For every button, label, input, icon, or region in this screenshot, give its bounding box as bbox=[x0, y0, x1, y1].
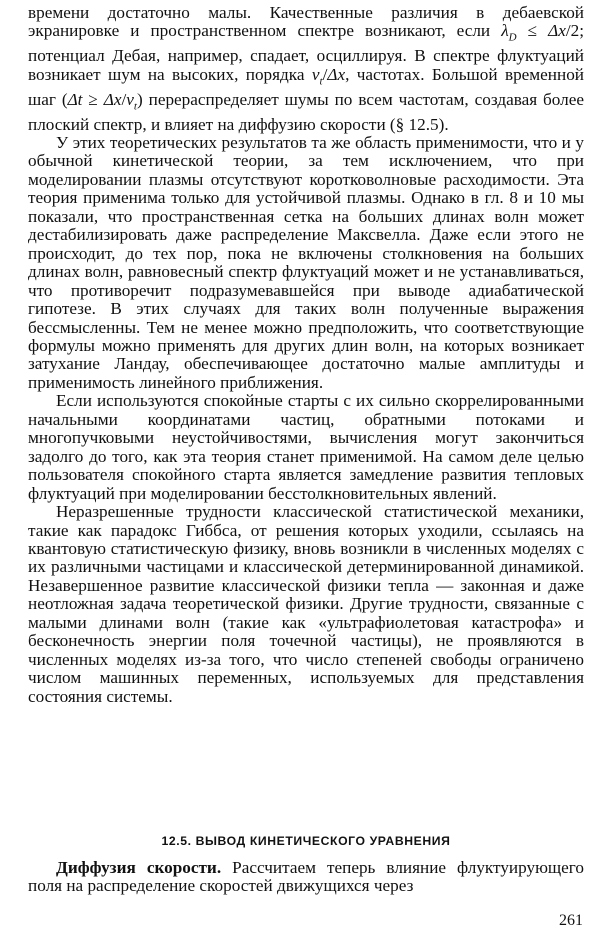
body-text bbox=[28, 4, 584, 706]
section-heading: 12.5. ВЫВОД КИНЕТИЧЕСКОГО УРАВНЕНИЯ bbox=[161, 834, 451, 848]
paragraph-3: Если используются спокойные старты с их сильно скоррелированными начальными координатами частиц, обратными потоками и многопучковыми неустойчивостями, вычисления могут закончиться задолго до того, как эта теория станет применимой. На самом деле целью пользователя спокойного старта является замедление развития тепловых флуктуаций при моделировании бесстолкновительных явлений. bbox=[28, 391, 584, 503]
paragraph-1: времени достаточно малы. Качественные различия в дебаевской экранировке и пространственном спектре возникают, если $\lambda_D \le \Delta x/2$; потенциал Дебая, например, спадает, осциллируя. В спектре флуктуаций возникает шум на высоких, порядка $v_t/\Delta x$, частотах. Большой временной шаг $(\Delta t \ge \Delta x/v_t)$ перераспределяет шумы по всем частотам, создавая более плоский спектр, и влияет на диффузию скорости (§ 12.5). bbox=[28, 3, 585, 134]
paragraph-4: Неразрешенные трудности классической статистической механики, такие как парадокс Гиббса, от решения которых уходили, ссылаясь на квантовую статистическую физику, вновь возникли в численных моделях с их различными частицами и классической детерминированной динамикой. Незавершенное развитие классической физики тепла — законная и даже неотложная задача теоретической физики. Другие трудности, связанные с малыми длинами волн (такие как «ультрафиолетовая катастрофа» и бесконечность энергии поля точечной частицы), не проявляются в численных моделях из-за того, что число степеней свободы ограничено числом машинных переменных, используемых для представления состояния системы. bbox=[28, 502, 584, 706]
last-paragraph bbox=[28, 859, 584, 896]
runin-heading: Диффузия скорости. bbox=[56, 858, 222, 877]
page-number: 261 bbox=[559, 912, 583, 929]
paragraph-2: У этих теоретических результатов та же область применимости, что и у обычной кинетической теории, за тем исключением, что при моделировании плазмы отсутствуют коротковолновые расходимости. Эта теория применима только для устойчивой плазмы. Однако в гл. 8 и 10 мы показали, что пространственная сетка на больших длинах волн может дестабилизировать даже распределение Максвелла. Даже если этого не происходит, до тех пор, пока не включены столкновения на больших длинах волн, равновесный спектр флуктуаций может и не устанавливаться, что противоречит подразумевавшейся при выводе адиабатической гипотезе. В этих случаях для таких волн полученные выражения бессмысленны. Тем не менее можно предположить, что соответствующие формулы можно применять для других длин волн, на которых возникает затухание Ландау, обеспечивающее достаточно малые амплитуды и применимость линейного приближения. bbox=[28, 133, 584, 392]
last-paragraph-text: Рассчитаем теперь влияние флуктуирующего поля на распределение скоростей движущихся через bbox=[28, 858, 585, 896]
